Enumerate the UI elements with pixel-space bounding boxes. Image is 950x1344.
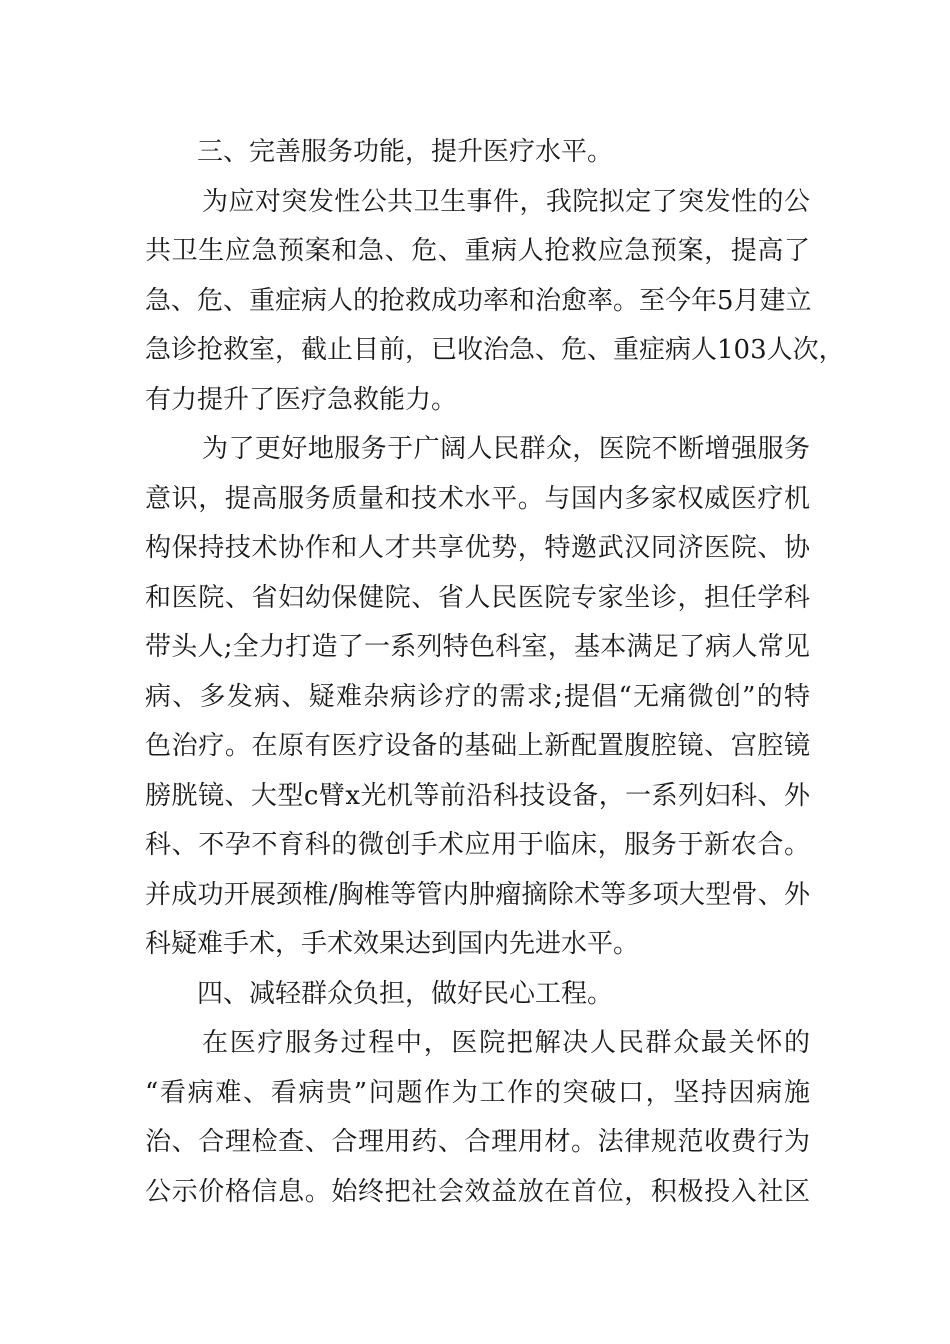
paragraph-line: 在医疗服务过程中，医院把解决人民群众最关怀的: [202, 1028, 810, 1058]
section-heading-3: 三、完善服务功能，提升医疗水平。: [197, 137, 614, 167]
paragraph-line: 带头人;全力打造了一系列特色科室，基本满足了病人常见: [145, 632, 810, 662]
paragraph-line: 意识，提高服务质量和技术水平。与国内多家权威医疗机: [145, 483, 810, 514]
body-text: [145, 128, 845, 1217]
paragraph-line: 科、不孕不育科的微创手术应用于临床，服务于新农合。: [145, 830, 810, 860]
paragraph-line: 公示价格信息。始终把社会效益放在首位，积极投入社区: [145, 1176, 810, 1207]
paragraph-line: 为应对突发性公共卫生事件，我院拟定了突发性的公: [202, 186, 810, 217]
paragraph-line: 色治疗。在原有医疗设备的基础上新配置腹腔镜、宫腔镜: [145, 731, 810, 761]
paragraph-line: 构保持技术协作和人才共享优势，特邀武汉同济医院、协: [145, 533, 810, 563]
paragraph-line: 科疑难手术，手术效果达到国内先进水平。: [145, 929, 640, 959]
paragraph-line: 急、危、重症病人的抢救成功率和治愈率。至今年5月建立: [145, 285, 812, 316]
paragraph-line: 为了更好地服务于广阔人民群众，医院不断增强服务: [202, 434, 810, 464]
paragraph-line: 病、多发病、疑难杂病诊疗的需求;提倡“无痛微创”的特: [145, 681, 810, 712]
paragraph-line: 并成功开展颈椎/胸椎等管内肿瘤摘除术等多项大型骨、外: [145, 879, 810, 910]
paragraph-line: 急诊抢救室，截止目前，已收治急、危、重症病人103人次，: [145, 335, 845, 365]
paragraph-line: 和医院、省妇幼保健院、省人民医院专家坐诊，担任学科: [145, 582, 810, 613]
paragraph-line: “看病难、看病贵”问题作为工作的突破口，坚持因病施: [145, 1077, 810, 1108]
paragraph-line: 膀胱镜、大型c臂x光机等前沿科技设备，一系列妇科、外: [145, 780, 810, 811]
section-heading-4: 四、减轻群众负担，做好民心工程。: [197, 978, 614, 1009]
paragraph-line: 共卫生应急预案和急、危、重病人抢救应急预案，提高了: [145, 236, 810, 266]
paragraph-line: 有力提升了医疗急救能力。: [145, 384, 458, 415]
paragraph-line: 治、合理检查、合理用药、合理用材。法律规范收费行为: [145, 1127, 810, 1157]
